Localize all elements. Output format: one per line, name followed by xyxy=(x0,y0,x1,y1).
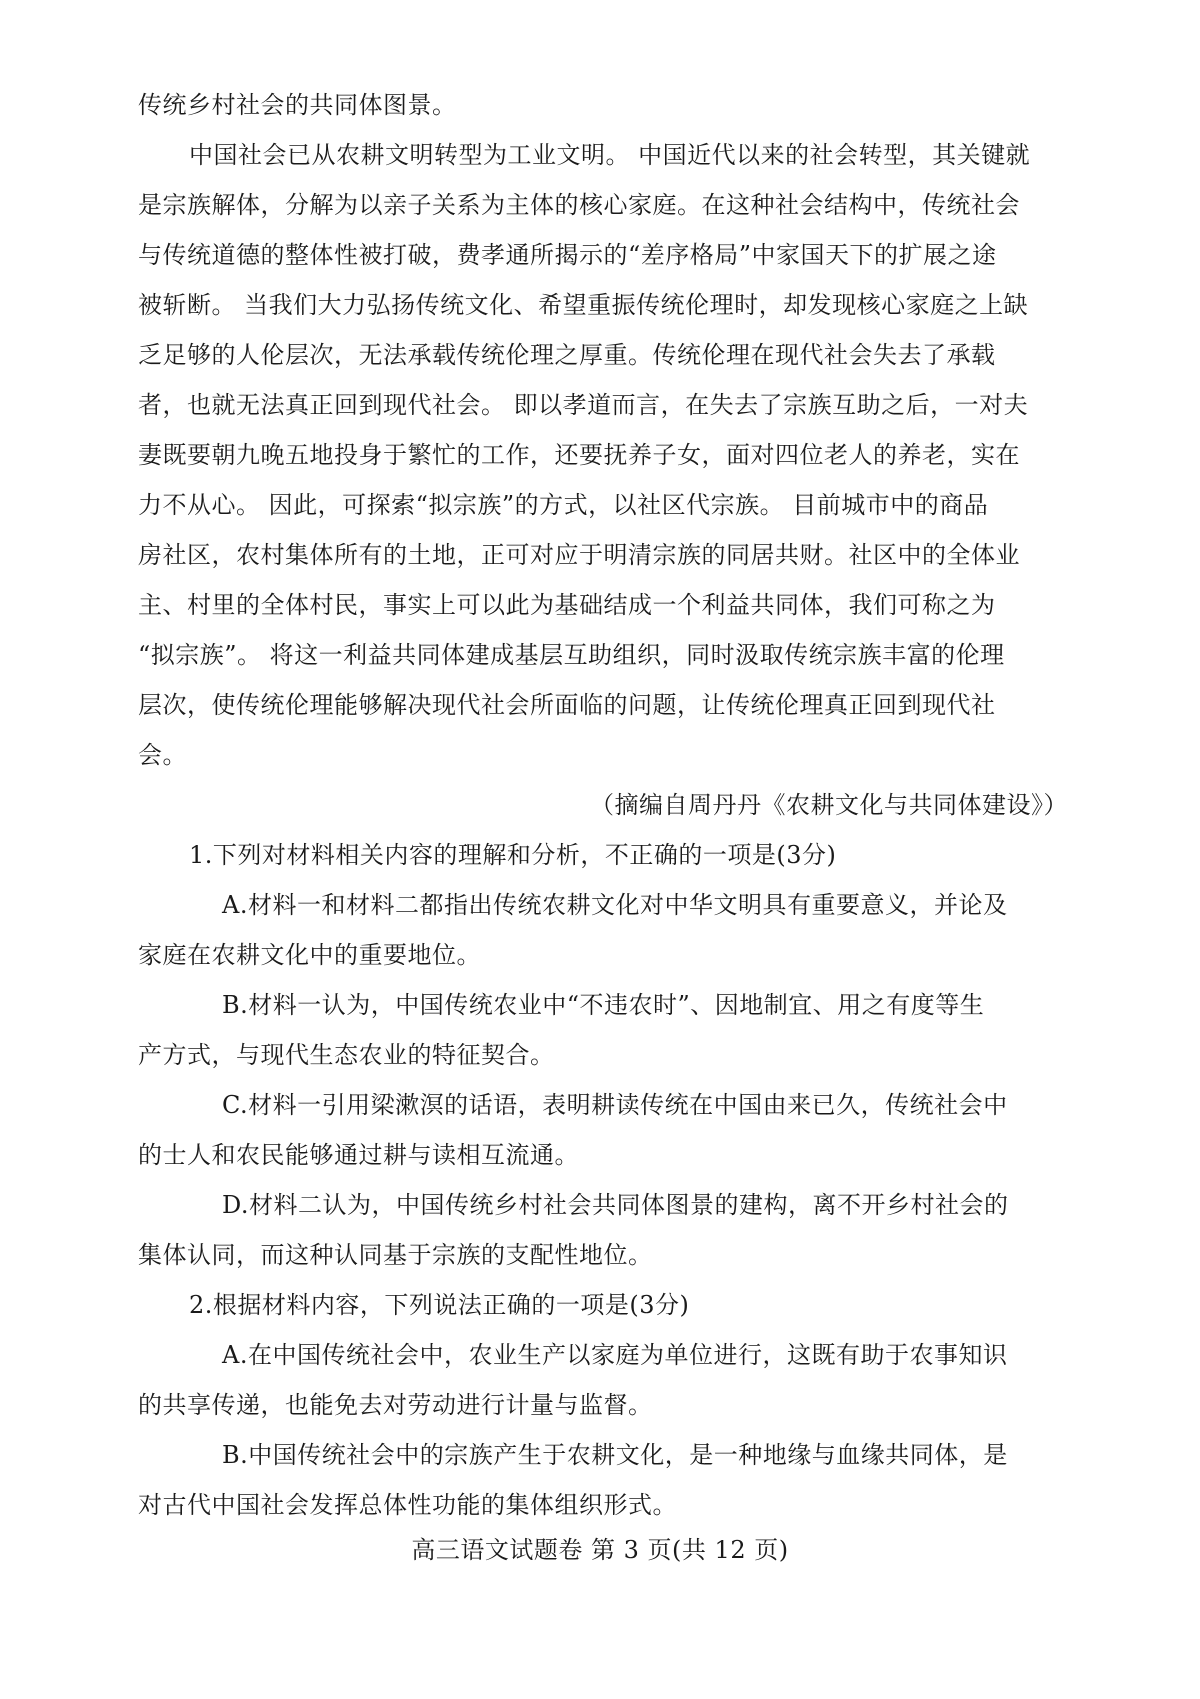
option-c xyxy=(138,1080,1068,1180)
option-text: 的共享传递，也能免去对劳动进行计量与监督。 xyxy=(138,1391,653,1419)
option-text: B.材料一认为，中国传统农业中“不违农时”、因地制宜、用之有度等生 xyxy=(222,991,985,1019)
passage-line: 者，也就无法真正回到现代社会。 即以孝道而言，在失去了宗族互助之后，一对夫 xyxy=(138,391,1029,419)
passage-line: 与传统道德的整体性被打破，费孝通所揭示的“差序格局”中家国天下的扩展之途 xyxy=(138,241,997,269)
passage-line: 乏足够的人伦层次，无法承载传统伦理之厚重。传统伦理在现代社会失去了承载 xyxy=(138,341,996,369)
option-text: 家庭在农耕文化中的重要地位。 xyxy=(138,941,481,969)
option-a xyxy=(138,1330,1068,1430)
option-text: 集体认同，而这种认同基于宗族的支配性地位。 xyxy=(138,1241,653,1269)
question-2 xyxy=(138,1280,1068,1530)
option-text: 的士人和农民能够通过耕与读相互流通。 xyxy=(138,1141,579,1169)
option-b xyxy=(138,980,1068,1080)
option-text: D.材料二认为，中国传统乡村社会共同体图景的建构，离不开乡村社会的 xyxy=(222,1191,1009,1219)
question-stem: 2.根据材料内容，下列说法正确的一项是(3分) xyxy=(189,1291,690,1319)
passage-line: 力不从心。 因此，可探索“拟宗族”的方式，以社区代宗族。 目前城市中的商品 xyxy=(138,491,989,519)
option-text: A.材料一和材料二都指出传统农耕文化对中华文明具有重要意义，并论及 xyxy=(222,891,1008,919)
passage-line: 中国社会已从农耕文明转型为工业文明。 中国近代以来的社会转型，其关键就 xyxy=(189,141,1031,169)
passage-source: （摘编自周丹丹《农耕文化与共同体建设》） xyxy=(590,791,1068,819)
passage-line: “拟宗族”。 将这一利益共同体建成基层互助组织，同时汲取传统宗族丰富的伦理 xyxy=(138,641,1005,669)
option-text: 对古代中国社会发挥总体性功能的集体组织形式。 xyxy=(138,1491,677,1519)
passage-line: 会。 xyxy=(138,741,187,769)
passage-line: 被斩断。 当我们大力弘扬传统文化、希望重振传统伦理时，却发现核心家庭之上缺 xyxy=(138,291,1029,319)
passage-line: 妻既要朝九晚五地投身于繁忙的工作，还要抚养子女，面对四位老人的养老，实在 xyxy=(138,441,1020,469)
reading-passage xyxy=(138,80,1068,830)
question-stem: 1.下列对材料相关内容的理解和分析，不正确的一项是(3分) xyxy=(189,841,837,869)
option-b xyxy=(138,1430,1068,1530)
passage-line: 房社区，农村集体所有的土地，正可对应于明清宗族的同居共财。社区中的全体业 xyxy=(138,541,1020,569)
question-1 xyxy=(138,830,1068,1280)
passage-line: 传统乡村社会的共同体图景。 xyxy=(138,91,457,119)
option-a xyxy=(138,880,1068,980)
passage-line: 是宗族解体，分解为以亲子关系为主体的核心家庭。在这种社会结构中，传统社会 xyxy=(138,191,1020,219)
option-text: A.在中国传统社会中，农业生产以家庭为单位进行，这既有助于农事知识 xyxy=(222,1341,1008,1369)
option-text: C.材料一引用梁漱溟的话语，表明耕读传统在中国由来已久，传统社会中 xyxy=(222,1091,1008,1119)
option-text: 产方式，与现代生态农业的特征契合。 xyxy=(138,1041,555,1069)
option-d xyxy=(138,1180,1068,1280)
page-footer: 高三语文试题卷 第 3 页(共 12 页) xyxy=(411,1536,789,1564)
option-text: B.中国传统社会中的宗族产生于农耕文化，是一种地缘与血缘共同体，是 xyxy=(222,1441,1008,1469)
passage-line: 层次，使传统伦理能够解决现代社会所面临的问题，让传统伦理真正回到现代社 xyxy=(138,691,996,719)
page-content xyxy=(138,80,1068,1530)
passage-line: 主、村里的全体村民，事实上可以此为基础结成一个利益共同体，我们可称之为 xyxy=(138,591,996,619)
